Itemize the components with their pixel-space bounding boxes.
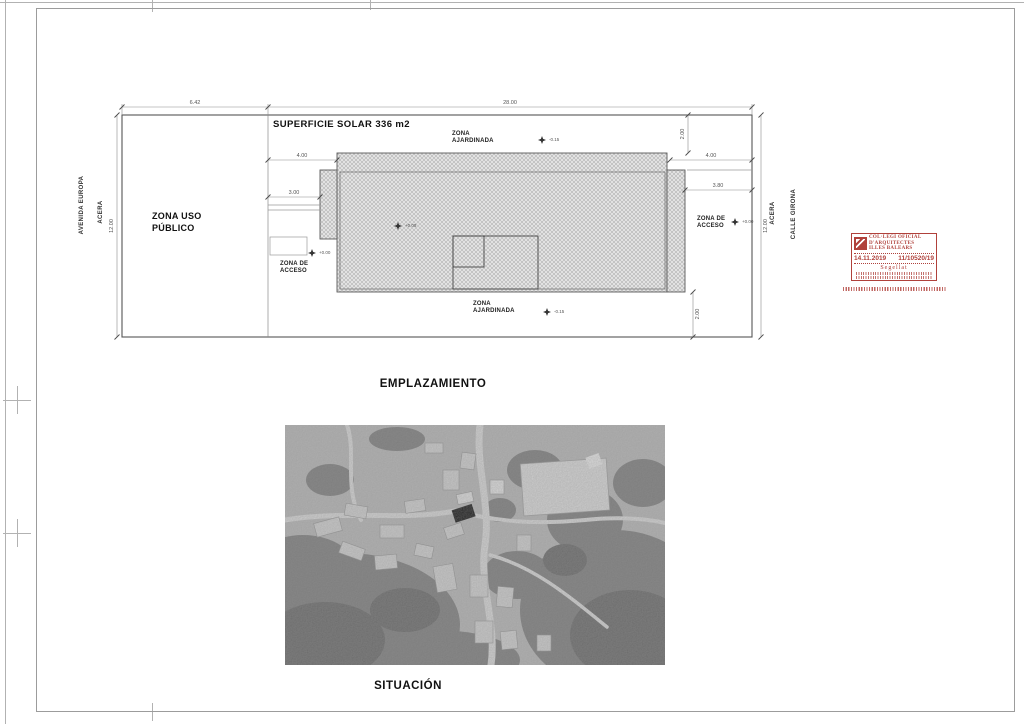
emplazamiento-title: EMPLAZAMIENTO — [379, 378, 487, 390]
aerial-photo — [285, 425, 665, 665]
dim-right-height: 12.00 — [763, 219, 769, 233]
zona-uso-publico-line1: ZONA USO — [152, 211, 202, 221]
dim-bottom-right-offset: 2.00 — [695, 308, 701, 320]
stamp-date: 14.11.2019 — [854, 254, 887, 262]
zona-ajardinada-line2: AJARDINADA — [452, 138, 494, 144]
zona-de-acceso-line2: ACCESO — [280, 268, 307, 274]
level-garden-top: -0.15 — [549, 137, 560, 142]
zona-de-acceso-left-label — [280, 261, 308, 275]
street-acera-right: ACERA — [770, 201, 776, 225]
zona-ajardinada-bottom-label — [473, 301, 515, 315]
stamp-microtext-footer — [843, 287, 947, 291]
zona-de-acceso-line1: ZONA DE — [697, 216, 726, 222]
stamp-box — [851, 233, 937, 281]
dim-left-access-offset: 3.00 — [288, 190, 300, 196]
zona-ajardinada-line1: ZONA — [452, 131, 470, 137]
superficie-solar-label: SUPERFICIE SOLAR 336 m2 — [273, 119, 410, 130]
zona-de-acceso-line2: ACCESO — [697, 223, 724, 229]
level-access-left: +0.00 — [319, 250, 331, 255]
zona-ajardinada-top-label — [452, 131, 494, 145]
coaib-logo-icon — [854, 237, 867, 250]
stamp-college-line3: ILLES BALEARS — [869, 246, 913, 251]
stamp-college-line1: COL·LEGI OFICIAL — [869, 235, 922, 240]
dim-left-offset: 4.00 — [296, 153, 308, 159]
zona-ajardinada-line1: ZONA — [473, 301, 491, 307]
dim-top-right-offset: 2.00 — [680, 128, 686, 140]
zona-uso-publico-line2: PÚBLICO — [152, 223, 195, 233]
stamp-number: 11/10520/19 — [898, 254, 934, 262]
zona-de-acceso-line1: ZONA DE — [280, 261, 309, 267]
stamp-college-line2: D'ARQUITECTES — [869, 240, 915, 246]
situacion-title: SITUACIÓN — [374, 680, 442, 692]
stamp-microtext — [856, 272, 932, 275]
zona-ajardinada-line2: AJARDINADA — [473, 308, 515, 314]
level-access-right: +0.00 — [742, 219, 754, 224]
stamp-microtext — [856, 276, 932, 279]
level-garden-bottom: -0.15 — [554, 309, 565, 314]
stamp-divider — [854, 253, 934, 254]
zona-de-acceso-right-label — [697, 216, 725, 230]
dim-right-access-offset: 3.80 — [712, 183, 724, 189]
dim-right-offset: 4.00 — [705, 153, 717, 159]
dim-top-left: 6.42 — [189, 100, 201, 106]
building-footprint — [320, 153, 685, 292]
street-acera-left: ACERA — [98, 200, 104, 224]
stamp-divider — [854, 263, 934, 264]
dim-top-main: 28.00 — [503, 100, 517, 106]
coaib-stamp — [851, 233, 937, 281]
street-avenida-europa: AVENIDA EUROPA — [79, 175, 85, 235]
zona-uso-publico-label — [152, 210, 202, 234]
stamp-status: Segellat — [880, 264, 908, 271]
level-building: +0.08 — [405, 223, 417, 228]
dim-left-height: 12.00 — [109, 219, 115, 233]
street-calle-girona: CALLE GIRONA — [791, 188, 797, 240]
